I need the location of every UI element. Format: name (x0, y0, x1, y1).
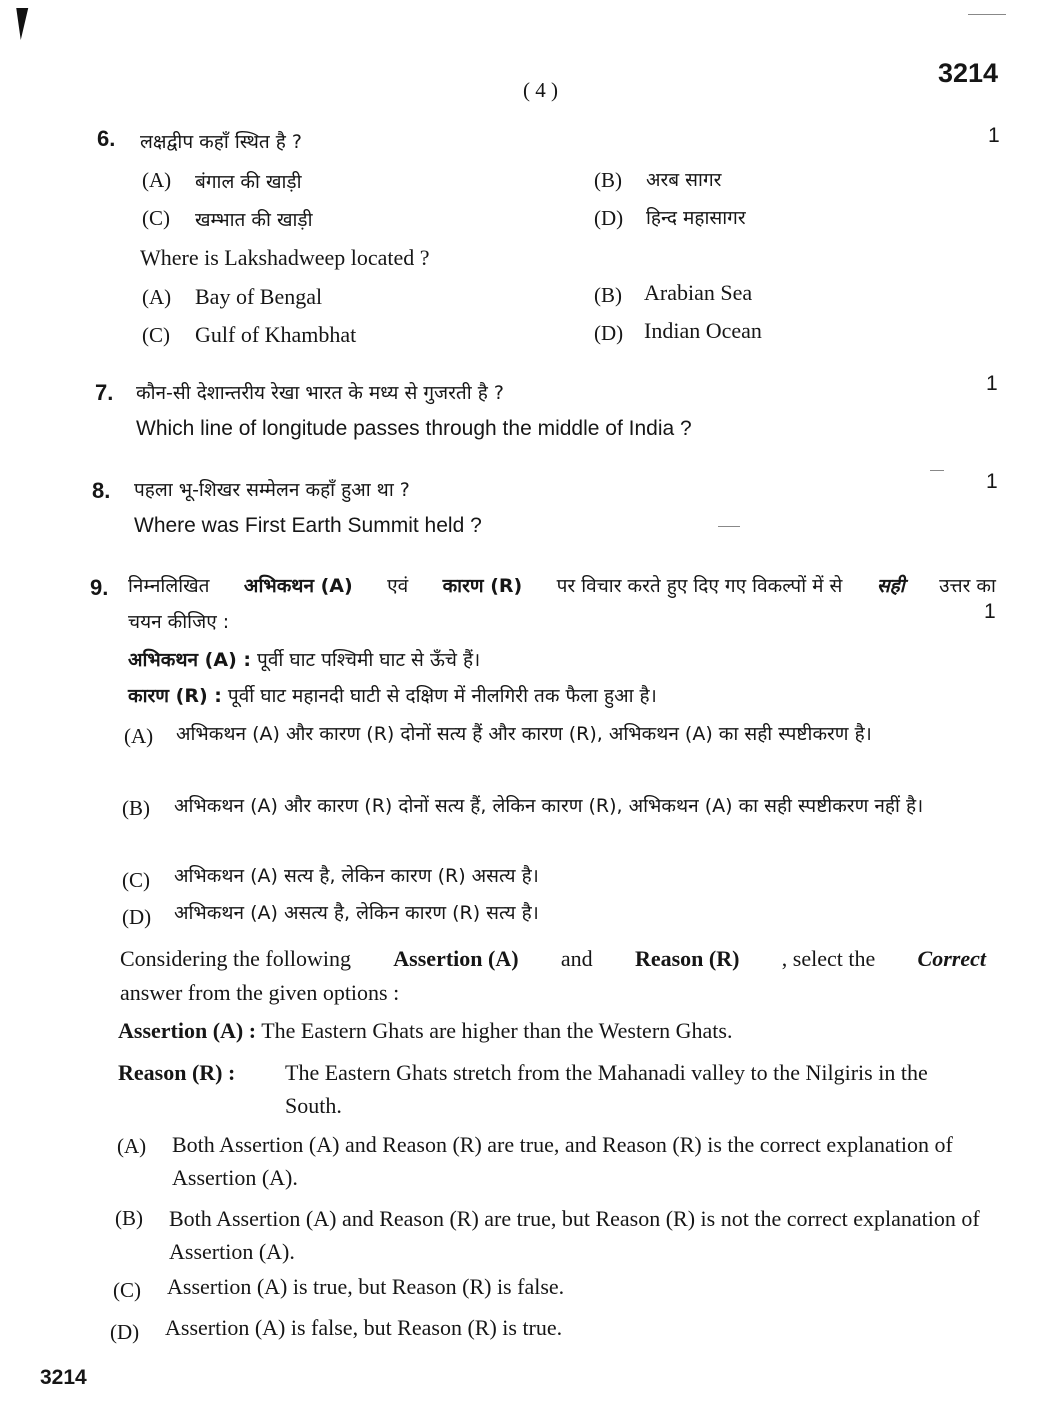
question-text-hindi: पहला भू-शिखर सम्मेलन कहाँ हुआ था ? (134, 479, 410, 501)
assertion-english (118, 1018, 732, 1044)
option-label: (B) (115, 1206, 143, 1230)
instruction-fragment: निम्नलिखित (128, 575, 210, 597)
assertion-text: The Eastern Ghats are higher than the Western Ghats. (261, 1018, 733, 1043)
instruction-english-line1 (120, 946, 986, 972)
question-marks: 1 (986, 372, 998, 395)
instruction-fragment: Reason (R) (634, 946, 740, 971)
option-text-hindi: अरब सागर (646, 169, 722, 191)
question-text-hindi: कौन-सी देशान्तरीय रेखा भारत के मध्य से गुजरती है ? (136, 382, 504, 404)
instruction-fragment: सही (876, 575, 905, 597)
instruction-hindi-line2: चयन कीजिए : (128, 611, 230, 633)
question-number: 8. (92, 478, 111, 503)
question-marks: 1 (984, 600, 996, 623)
option-text-english: Indian Ocean (644, 318, 762, 343)
scan-corner-mark (12, 8, 28, 40)
option-text-hindi: अभिकथन (A) असत्य है, लेकिन कारण (R) सत्य है। (174, 902, 539, 924)
option-text-hindi: अभिकथन (A) और कारण (R) दोनों सत्य हैं, लेकिन कारण (R), अभिकथन (A) का सही स्पष्टीकरण नहीं है। (174, 795, 924, 817)
option-text-hindi: बंगाल की खाड़ी (195, 171, 302, 193)
option-label: (D) (594, 321, 624, 345)
question-text-english: Where was First Earth Summit held ? (134, 514, 482, 537)
option-text-english: Both Assertion (A) and Reason (R) are true, but Reason (R) is not the correct explanation of Assertion (A). (169, 1206, 980, 1264)
option-text-english: Both Assertion (A) and Reason (R) are true, and Reason (R) is the correct explanation of Assertion (A). (172, 1132, 953, 1190)
option-label: (D) (110, 1320, 140, 1344)
option-label: (A) (117, 1134, 147, 1158)
page-number: ( 4 ) (523, 78, 558, 102)
option-text-english: Assertion (A) is false, but Reason (R) is true. (165, 1315, 563, 1340)
instruction-english-line2: answer from the given options : (120, 980, 400, 1005)
option-label: (C) (142, 206, 170, 230)
option-text-english: Arabian Sea (644, 280, 753, 305)
reason-label: कारण (R) : (128, 685, 222, 707)
question-marks: 1 (988, 124, 1000, 147)
option-text-english: Gulf of Khambhat (195, 322, 357, 347)
reason-label: Reason (R) : (118, 1060, 236, 1085)
instruction-fragment: Correct (917, 946, 986, 971)
paper-code-top: 3214 (938, 58, 999, 88)
question-text-hindi: लक्षद्वीप कहाँ स्थित है ? (140, 131, 302, 153)
option-label: (A) (142, 168, 172, 192)
option-label: (A) (142, 285, 172, 309)
question-number: 6. (97, 126, 116, 151)
option-text-hindi: खम्भात की खाड़ी (195, 209, 313, 231)
option-label: (D) (122, 905, 152, 929)
option-label: (B) (122, 796, 150, 820)
instruction-fragment: पर विचार करते हुए दिए गए विकल्पों में से (556, 575, 843, 597)
option-label: (B) (594, 283, 622, 307)
question-text-english: Which line of longitude passes through the middle of India ? (136, 417, 692, 440)
option-text-english: Assertion (A) is true, but Reason (R) is false. (167, 1274, 565, 1299)
option-label: (C) (142, 323, 170, 347)
instruction-fragment: एवं (387, 575, 409, 597)
option-label: (D) (594, 206, 624, 230)
question-number: 9. (90, 575, 109, 600)
reason-text: The Eastern Ghats stretch from the Mahanadi valley to the Nilgiris in the South. (285, 1060, 928, 1118)
option-text-hindi: हिन्द महासागर (646, 207, 746, 229)
option-text-hindi: अभिकथन (A) सत्य है, लेकिन कारण (R) असत्य है। (174, 865, 539, 887)
instruction-fragment: and (560, 946, 593, 971)
scan-speck (968, 14, 1006, 15)
question-text-english: Where is Lakshadweep located ? (140, 245, 430, 270)
instruction-hindi-line1 (128, 572, 996, 598)
reason-text: पूर्वी घाट महानदी घाटी से दक्षिण में नीलगिरी तक फैला हुआ है। (227, 685, 657, 707)
instruction-fragment: Assertion (A) (393, 946, 519, 971)
question-number: 7. (95, 380, 114, 405)
assertion-label: Assertion (A) : (118, 1018, 257, 1043)
scan-speck (930, 470, 944, 471)
scan-speck (718, 526, 740, 527)
option-label: (B) (594, 168, 622, 192)
instruction-fragment: , select the (781, 946, 876, 971)
option-text-english: Bay of Bengal (195, 284, 323, 309)
paper-code-bottom: 3214 (40, 1366, 87, 1389)
option-label: (A) (124, 724, 154, 748)
assertion-hindi (128, 646, 480, 672)
instruction-fragment: अभिकथन (A) (243, 575, 353, 597)
assertion-text: पूर्वी घाट पश्चिमी घाट से ऊँचे हैं। (257, 649, 481, 671)
question-marks: 1 (986, 470, 998, 493)
instruction-fragment: Considering the following (120, 946, 351, 971)
option-label: (C) (122, 868, 150, 892)
instruction-fragment: उत्तर का (939, 575, 996, 597)
option-text-hindi: अभिकथन (A) और कारण (R) दोनों सत्य हैं और कारण (R), अभिकथन (A) का सही स्पष्टीकरण है। (176, 723, 872, 745)
assertion-label: अभिकथन (A) : (128, 649, 251, 671)
instruction-fragment: कारण (R) (442, 575, 523, 597)
reason-hindi (128, 682, 657, 708)
option-label: (C) (113, 1278, 141, 1302)
